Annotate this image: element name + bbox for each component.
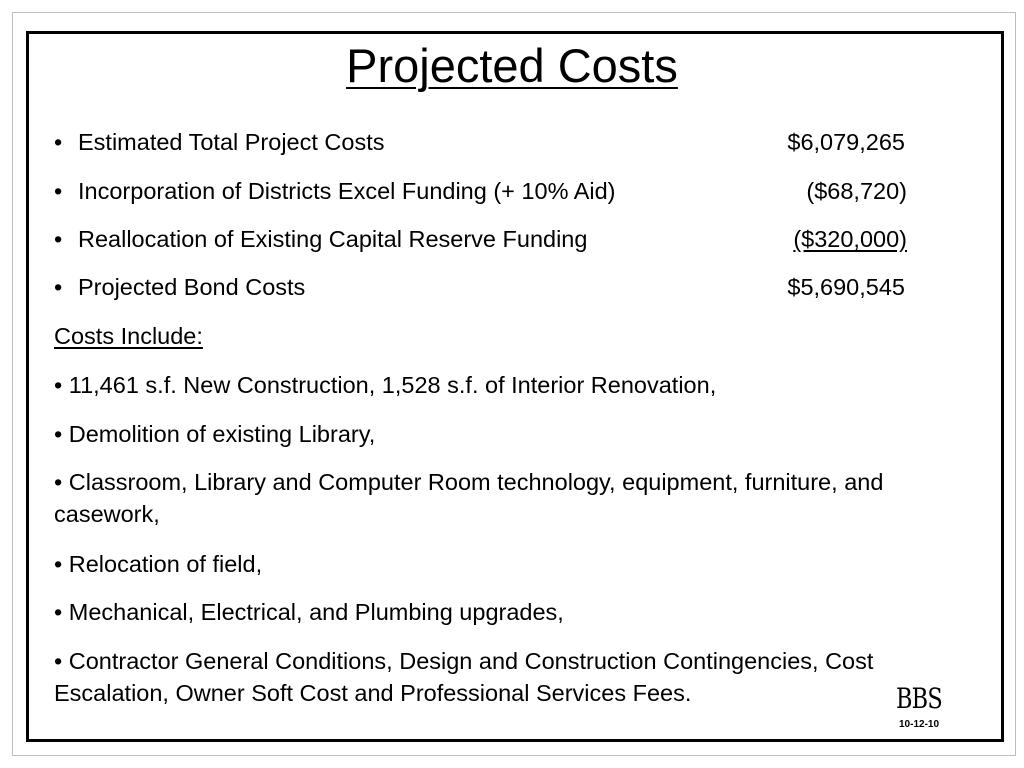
cost-label-total: Estimated Total Project Costs	[78, 129, 385, 155]
cost-bullet: •	[54, 129, 63, 155]
cost-label-capital-reserve: Reallocation of Existing Capital Reserve Funding	[78, 226, 588, 252]
include-item-technology: • Classroom, Library and Computer Room technology, equipment, furniture, and casework,	[54, 469, 884, 527]
include-item-relocation: • Relocation of field,	[54, 551, 263, 577]
cost-amount-total: $6,079,265	[787, 129, 905, 155]
slide-title	[0, 38, 1024, 94]
cost-label-excel-funding: Incorporation of Districts Excel Funding (+ 10% Aid)	[78, 178, 616, 204]
slide-title-text: Projected Costs	[346, 39, 678, 92]
include-item-demolition: • Demolition of existing Library,	[54, 421, 376, 447]
cost-amount-capital-reserve: ($320,000)	[793, 226, 907, 252]
logo-date: 10-12-10	[899, 719, 940, 730]
cost-label-bond: Projected Bond Costs	[78, 274, 306, 300]
include-item-mep: • Mechanical, Electrical, and Plumbing upgrades,	[54, 599, 564, 625]
includes-heading: Costs Include:	[54, 323, 203, 349]
cost-bullet: •	[54, 226, 63, 252]
cost-bullet: •	[54, 178, 63, 204]
cost-amount-excel-funding: ($68,720)	[806, 178, 907, 204]
logo-text: BBS	[896, 682, 942, 715]
cost-amount-bond: $5,690,545	[787, 274, 905, 300]
cost-bullet: •	[54, 274, 63, 300]
include-item-contractor: • Contractor General Conditions, Design and Construction Contingencies, Cost Escalation, Owner Soft Cost and Professional Services Fees.	[54, 648, 874, 706]
include-item-construction: • 11,461 s.f. New Construction, 1,528 s.f. of Interior Renovation,	[54, 372, 717, 398]
bbs-logo	[896, 683, 948, 735]
